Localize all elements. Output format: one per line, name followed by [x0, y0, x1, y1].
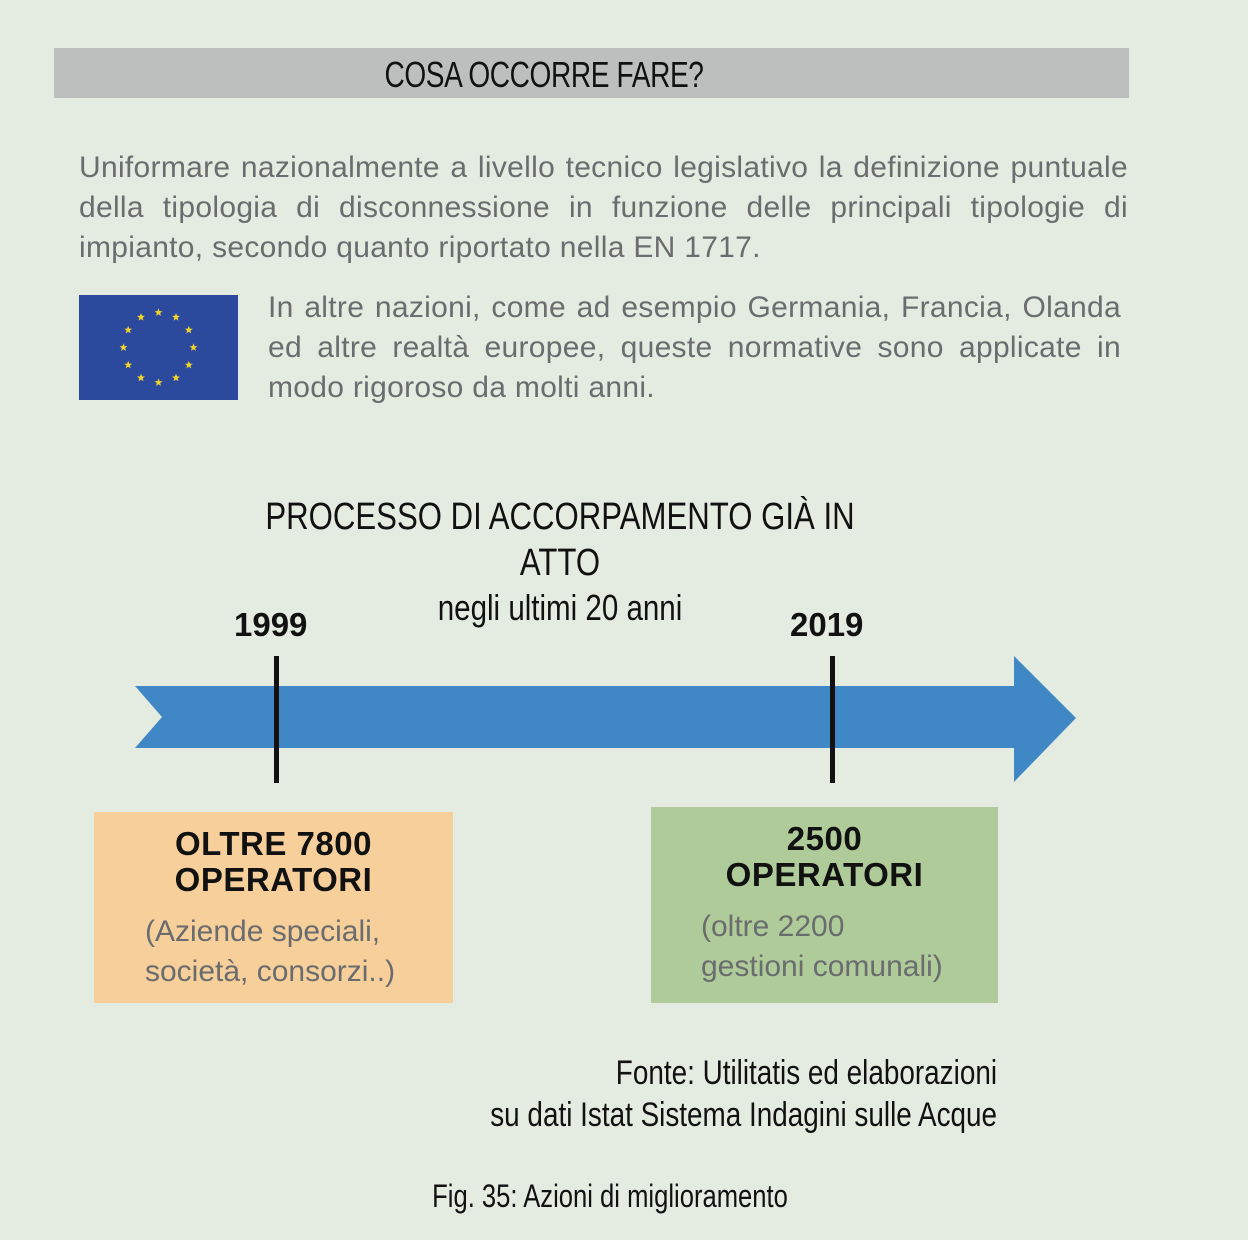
process-title-line1: PROCESSO DI ACCORPAMENTO GIÀ IN ATTO [265, 496, 855, 584]
start-operators-sub-line1: (Aziende speciali, [145, 915, 381, 948]
start-year-label: 1999 [234, 606, 308, 643]
source-note [490, 1052, 997, 1136]
timeline-arrow [0, 650, 1248, 790]
end-operators-count: 2500 [786, 820, 863, 857]
end-operators-sub-line1: (oltre 2200 [701, 910, 845, 943]
start-operators-box [94, 812, 453, 1003]
eu-note-paragraph: In altre nazioni, come ad esempio Germania, Francia, Olanda ed altre realtà europee, queste normative sono applicate in modo rigoroso da molti anni. [268, 291, 1121, 404]
end-year-label: 2019 [790, 606, 864, 643]
eu-flag-icon [79, 295, 238, 400]
process-title-line2: negli ultimi 20 anni [437, 587, 683, 628]
end-operators-sub-line2: gestioni comunali) [701, 950, 943, 983]
figure-caption: Fig. 35: Azioni di miglioramento [432, 1178, 788, 1214]
end-operators-label: OPERATORI [725, 856, 924, 893]
end-year-marker [830, 656, 835, 783]
end-operators-subtitle [651, 907, 998, 987]
end-operators-box [651, 807, 998, 1003]
intro-paragraph: Uniformare nazionalmente a livello tecnico legislativo la definizione puntuale della tipologia di disconnessione in funzione delle principali tipologie di impianto, secondo quanto riportato nella EN 1717. [79, 151, 1128, 264]
start-operators-sub-line2: società, consorzi..) [145, 955, 396, 988]
start-operators-label: OPERATORI [174, 861, 373, 898]
start-operators-subtitle [94, 912, 453, 992]
start-operators-count: OLTRE 7800 [175, 825, 372, 862]
source-line1: Fonte: Utilitatis ed elaborazioni [615, 1054, 997, 1092]
header-title: COSA OCCORRE FARE? [384, 54, 704, 95]
end-operators-title [651, 821, 998, 893]
header-bar [54, 48, 1129, 98]
start-operators-title [94, 826, 453, 898]
start-year-marker [274, 656, 279, 783]
source-line2: su dati Istat Sistema Indagini sulle Acque [490, 1096, 997, 1134]
